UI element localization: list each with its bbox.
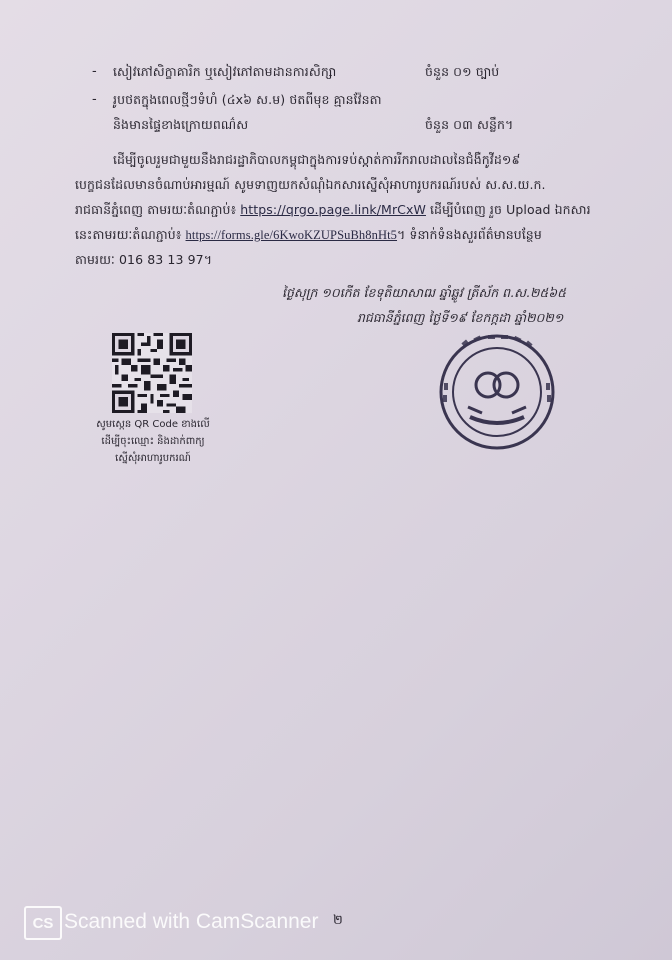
paragraph-line-3 <box>75 202 591 221</box>
page-number: ២ <box>333 913 343 928</box>
paragraph-line-4 <box>75 227 542 246</box>
paragraph-line-1: ដើម្បីចូលរួមជាមួយនឹងរាជរដ្ឋាភិបាលកម្ពុជាក្នុងការទប់ស្កាត់ការរីករាលដាលនៃជំងឺកូវីដ១៩ <box>113 152 521 167</box>
upload-form-link[interactable]: https://forms.gle/6KwoKZUPSuBh8nHt5 <box>185 228 398 242</box>
paragraph-line-4-start: នេះតាមរយៈតំណភ្ជាប់៖ <box>75 227 182 242</box>
paragraph-line-3-end: ដើម្បីបំពេញ រួច Upload ឯកសារ <box>430 202 591 217</box>
item-2-qty: ចំនួន ០៣ សន្លឹក។ <box>425 117 514 132</box>
qr-caption-line-1: សូមស្កេន QR Code ខាងលើ <box>96 419 210 430</box>
item-2-text: រូបថតក្នុងពេលថ្មីៗទំហំ (៤x៦ ស.ម) ថតពីមុខ គ្មានវ៉ែនតា <box>113 92 382 107</box>
qr-caption-line-2: ដើម្បីចុះឈ្មោះ និងដាក់ពាក្យ <box>101 436 205 447</box>
camscanner-watermark: Scanned with CamScanner <box>64 910 319 933</box>
qr-caption-line-3: ស្នើសុំអាហារូបករណ៍ <box>115 453 191 464</box>
organization-seal <box>438 333 556 451</box>
bullet-dash: - <box>92 92 97 107</box>
paragraph-line-4-end: ។ ទំនាក់ទំនងសួរព័ត៌មានបន្ថែម <box>397 227 542 242</box>
camscanner-logo: CS <box>24 906 62 940</box>
paragraph-line-2: បេក្ខជនដែលមានចំណាប់អារម្មណ៍ សូមទាញយកសំណុំឯកសារស្នើសុំអាហារូបករណ៍របស់ ស.ស.យ.ក. <box>75 177 546 192</box>
item-1-text: សៀវភៅសិក្ខាគារិក ឬសៀវភៅតាមដានការសិក្សា <box>113 64 337 79</box>
qr-code[interactable] <box>112 333 192 413</box>
lunar-date-line: ថ្ងៃសុក្រ ១០កើត ខែទុតិយាសាឍ ឆ្នាំឆ្លូវ ត្រីស័ក ព.ស.២៥៦៥ <box>282 285 566 300</box>
item-1-qty: ចំនួន ០១ ច្បាប់ <box>425 64 500 79</box>
bullet-dash: - <box>92 64 97 79</box>
paragraph-line-5: តាមរយៈ 016 83 13 97។ <box>75 252 213 267</box>
item-2-text-continued: និងមានផ្ទៃខាងក្រោយពណ៌ស <box>113 117 249 132</box>
paragraph-line-3-start: រាជធានីភ្នំពេញ តាមរយៈតំណភ្ជាប់៖ <box>75 202 237 217</box>
registration-link[interactable]: https://qrgo.page.link/MrCxW <box>240 202 426 217</box>
place-date-line: រាជធានីភ្នំពេញ ថ្ងៃទី១៩ ខែកក្កដា ឆ្នាំ២០២១ <box>357 310 564 325</box>
